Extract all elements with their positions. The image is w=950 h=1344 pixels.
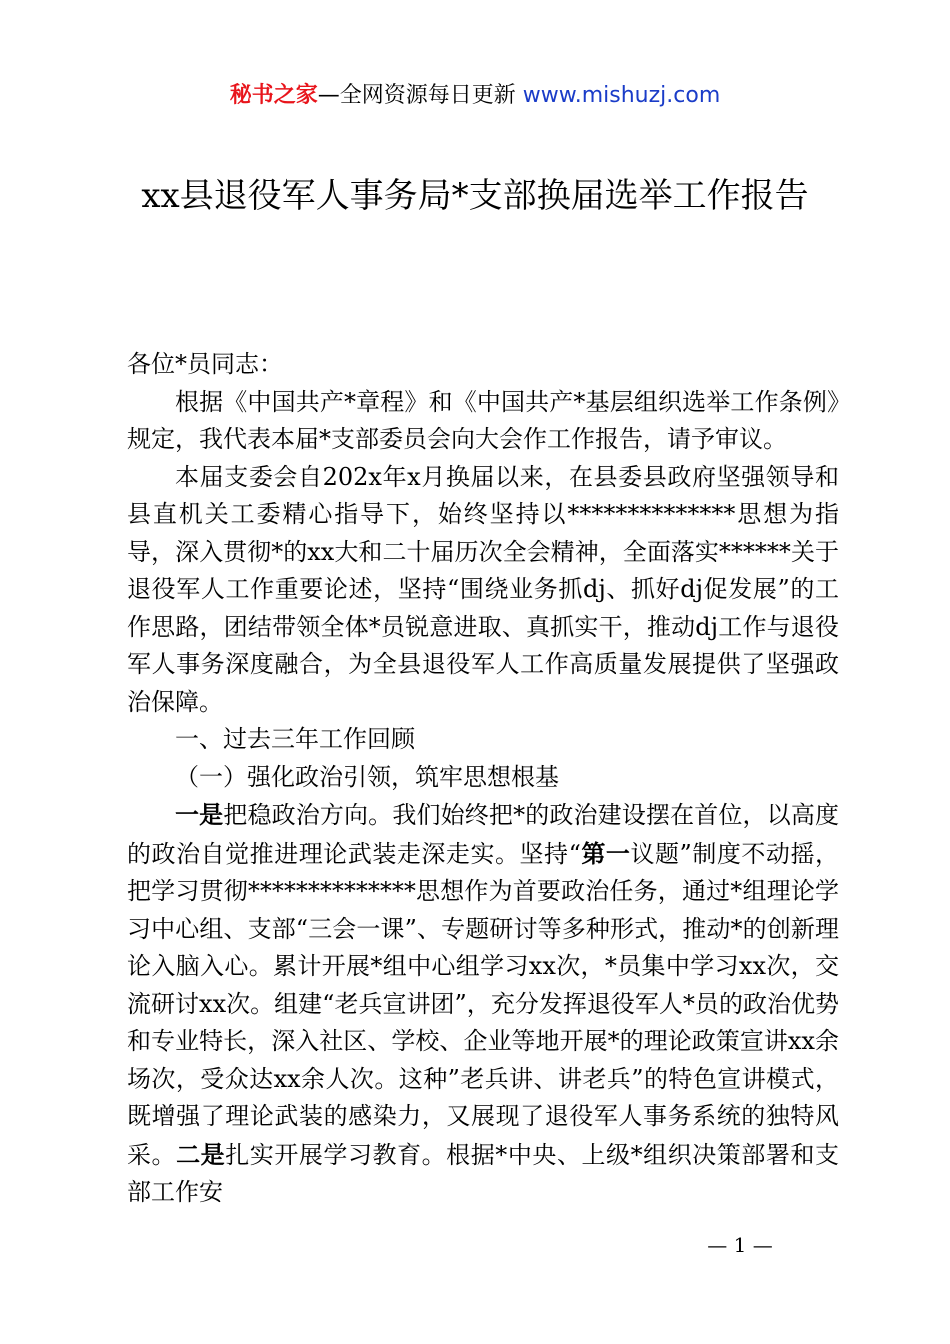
section-heading: 一、过去三年工作回顾 <box>175 725 415 753</box>
lead-first: 一是 <box>175 800 224 829</box>
site-banner <box>0 80 950 112</box>
paragraph-political <box>127 796 839 1212</box>
page-number: — 1 — <box>707 1233 773 1257</box>
salutation: 各位*员同志： <box>127 350 283 378</box>
banner-url-link[interactable]: www.mishuzj.com <box>522 83 721 108</box>
paragraph-text-3: 扎实开展学习教育。根据*中央、上级*组织决策部署和支部工作安 <box>127 1140 840 1206</box>
paragraph-text-1: 把稳政治方向。我们始终把*的政治建设摆在首位，以高度的政治自觉推进理论武装走深走实。坚持“ <box>127 801 839 868</box>
banner-brand: 秘书之家 <box>229 83 318 108</box>
subsection-heading: （一）强化政治引领，筑牢思想根基 <box>175 762 559 791</box>
document-title: xx县退役军人事务局*支部换届选举工作报告 <box>141 176 809 216</box>
banner-tagline: —全网资源每日更新 <box>317 83 523 108</box>
bold-first-topic: 第一 <box>580 838 631 868</box>
document-body <box>127 346 839 1212</box>
paragraph-overview: 本届支委会自202x年x月换届以来，在县委县政府坚强领导和县直机关工委精心指导下，始终坚持以**************思想为指导，深入贯彻*的xx大和二十届历次全会精神，全面落实******关于退役军人工作重要论述，坚持“围绕业务抓dj、抓好dj促发展”的工作思路，团结带领全体*员锐意进取、真抓实干，推动dj工作与退役军人事务深度融合，为全县退役军人工作高质量发展提供了坚强政治保障。 <box>127 462 839 716</box>
paragraph-intro: 根据《中国共产*章程》和《中国共产*基层组织选举工作条例》规定，我代表本届*支部委员会向大会作工作报告，请予审议。 <box>127 387 839 453</box>
paragraph-text-2: 议题”制度不动摇，把学习贯彻**************思想作为首要政治任务，通过*组理论学习中心组、支部“三会一课”、专题研讨等多种形式，推动*的创新理论入脑入心。累计开展*组中心组学习xx次，*员集中学习xx次，交流研讨xx次。组建“老兵宣讲团”，充分发挥退役军人*员的政治优势和专业特长，深入社区、学校、企业等地开展*的理论政策宣讲xx余场次，受众达xx余人次。这种”老兵讲、讲老兵”的特色宣讲模式，既增强了理论武装的感染力，又展现了退役军人事务系统的独特风采。 <box>127 839 839 1169</box>
lead-second: 二是 <box>176 1139 226 1169</box>
